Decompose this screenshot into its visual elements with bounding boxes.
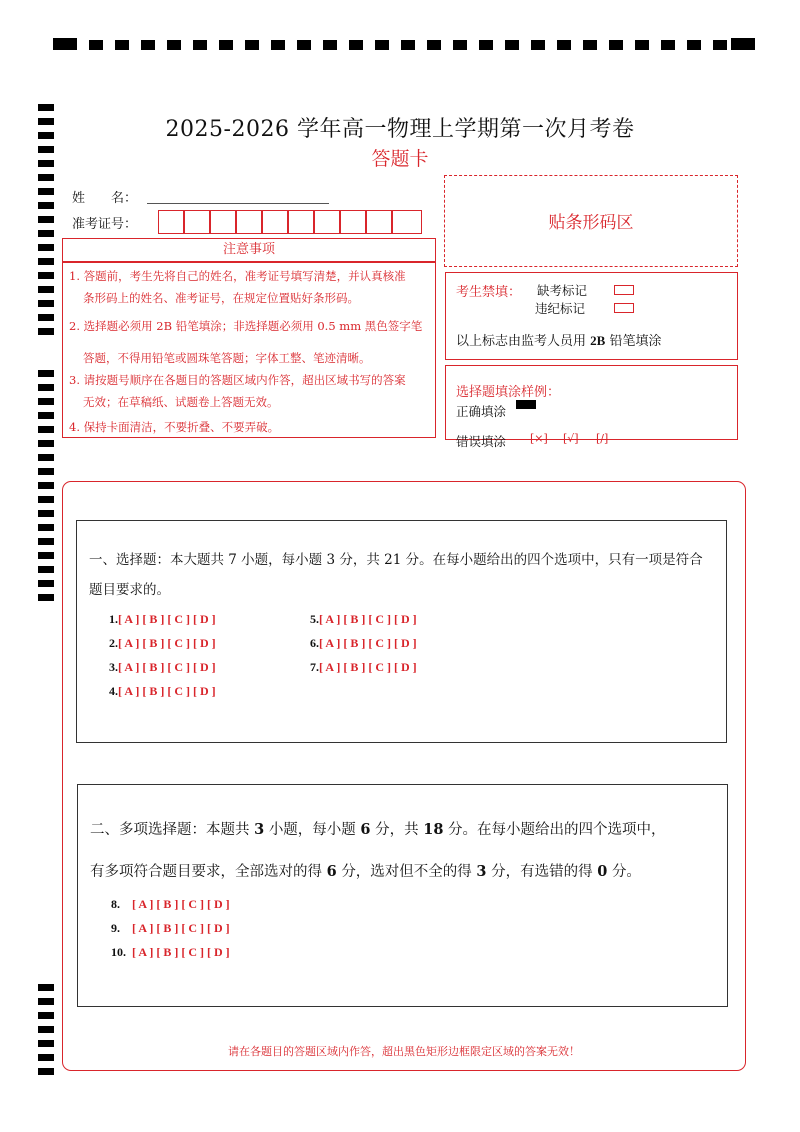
question-5 (310, 612, 417, 627)
question-number: 7. (310, 660, 319, 674)
page-subtitle: 答题卡 (371, 148, 429, 170)
answer-options[interactable]: [ A ] [ B ] [ C ] [ D ] (132, 897, 230, 911)
question-number: 5. (310, 612, 319, 626)
answer-options[interactable]: [ A ] [ B ] [ C ] [ D ] (118, 684, 216, 698)
question-8 (111, 897, 230, 912)
question-number: 4. (109, 684, 118, 698)
absent-label: 缺考标记 (537, 283, 588, 298)
answer-options[interactable]: [ A ] [ B ] [ C ] [ D ] (118, 660, 216, 674)
exam-id-digit-box[interactable] (314, 210, 340, 234)
question-9 (111, 921, 230, 936)
wrong-mark-slash: [/] (596, 432, 609, 445)
s2-text: 分，选对但不全的得 (341, 864, 472, 880)
page-title: 2025-2026 学年高一物理上学期第一次月考卷 (165, 117, 635, 142)
answer-options[interactable]: [ A ] [ B ] [ C ] [ D ] (118, 636, 216, 650)
exam-id-digit-box[interactable] (184, 210, 210, 234)
forbidden-note-suffix: 铅笔填涂 (609, 334, 662, 349)
exam-id-digit-box[interactable] (340, 210, 366, 234)
question-3 (109, 660, 216, 675)
question-number: 10. (111, 945, 126, 959)
violation-mark-box[interactable] (614, 303, 634, 313)
answer-options[interactable]: [ A ] [ B ] [ C ] [ D ] (319, 636, 417, 650)
question-number: 6. (310, 636, 319, 650)
question-number: 9. (111, 921, 120, 935)
s2-text: 小题，每小题 (268, 822, 356, 838)
barcode-area (444, 175, 738, 267)
forbidden-box (445, 272, 738, 360)
question-7 (310, 660, 417, 675)
question-number: 3. (109, 660, 118, 674)
note-line: 2. 选择题必须用 2B 铅笔填涂；非选择题必须用 0.5 mm 黑色签字笔 (69, 319, 423, 333)
s2-num: 6 (326, 863, 337, 880)
exam-id-label: 准考证号： (72, 217, 138, 232)
s2-text: 分。 (611, 864, 641, 880)
exam-id-digit-box[interactable] (236, 210, 262, 234)
notes-heading-box (62, 238, 436, 262)
sample-box (445, 365, 738, 449)
forbidden-label: 考生禁填： (456, 285, 522, 300)
section-2-instruction (90, 809, 666, 851)
s2-num: 0 (597, 863, 608, 880)
answer-options[interactable]: [ A ] [ B ] [ C ] [ D ] (319, 660, 417, 674)
name-field[interactable] (147, 202, 329, 204)
note-line: 1. 答题前，考生先将自己的姓名，准考证号填写清楚，并认真核准 (69, 269, 406, 283)
s2-text: 分，共 (375, 822, 419, 838)
forbidden-note-prefix: 以上标志由监考人员用 (456, 334, 587, 349)
forbidden-note-bold: 2B (590, 333, 606, 348)
question-number: 8. (111, 897, 120, 911)
question-4 (109, 684, 216, 699)
answer-options[interactable]: [ A ] [ B ] [ C ] [ D ] (132, 945, 230, 959)
section-1-instruction-cont: 题目要求的。 (89, 582, 170, 598)
name-label: 姓 名： (72, 191, 138, 206)
answer-options[interactable]: [ A ] [ B ] [ C ] [ D ] (132, 921, 230, 935)
s2-num: 6 (360, 821, 371, 838)
answer-options[interactable]: [ A ] [ B ] [ C ] [ D ] (118, 612, 216, 626)
s2-num: 3 (476, 863, 487, 880)
note-line: 无效；在草稿纸、试题卷上答题无效。 (83, 395, 279, 409)
correct-fill-sample (516, 400, 536, 409)
exam-id-digit-box[interactable] (392, 210, 422, 234)
forbidden-note (456, 330, 661, 349)
s2-text: 二、多项选择题：本题共 (90, 822, 250, 838)
section-1-box (76, 520, 727, 743)
exam-id-digit-box[interactable] (366, 210, 392, 234)
section-2-box (77, 784, 728, 1007)
question-1 (109, 612, 216, 627)
note-line: 答题，不得用铅笔或圆珠笔答题；字体工整、笔迹清晰。 (83, 351, 371, 365)
question-2 (109, 636, 216, 651)
exam-id-digit-box[interactable] (158, 210, 184, 234)
note-line: 条形码上的姓名、准考证号，在规定位置贴好条形码。 (83, 291, 359, 305)
section-2-instruction-cont (90, 851, 641, 893)
s2-num: 3 (254, 821, 265, 838)
barcode-label: 贴条形码区 (548, 213, 634, 233)
answer-options[interactable]: [ A ] [ B ] [ C ] [ D ] (319, 612, 417, 626)
wrong-mark-x: [×] (530, 432, 548, 445)
absent-mark-box[interactable] (614, 285, 634, 295)
note-line: 3. 请按题号顺序在各题目的答题区域内作答，超出区域书写的答案 (69, 373, 406, 387)
correct-fill-label: 正确填涂 (456, 404, 507, 419)
question-number: 2. (109, 636, 118, 650)
notes-heading: 注意事项 (222, 242, 275, 257)
exam-id-digit-box[interactable] (210, 210, 236, 234)
exam-id-digit-box[interactable] (288, 210, 314, 234)
s2-num: 18 (423, 821, 444, 838)
wrong-mark-check: [√] (563, 432, 579, 445)
exam-id-digit-box[interactable] (262, 210, 288, 234)
wrong-fill-label: 错误填涂 (456, 434, 507, 449)
question-10 (111, 945, 230, 960)
notes-box (62, 262, 436, 438)
note-line: 4. 保持卡面清洁，不要折叠、不要弄破。 (69, 420, 280, 434)
s2-text: 分。在每小题给出的四个选项中， (448, 822, 666, 838)
footer-warning: 请在各题目的答题区域内作答，超出黑色矩形边框限定区域的答案无效！ (228, 1045, 580, 1058)
s2-text: 有多项符合题目要求，全部选对的得 (90, 864, 322, 880)
violation-label: 违纪标记 (535, 301, 586, 316)
section-1-instruction: 一、选择题：本大题共 7 小题，每小题 3 分，共 21 分。在每小题给出的四个选项中，只有一项是符合 (89, 552, 703, 568)
s2-text: 分，有选错的得 (491, 864, 593, 880)
sample-heading: 选择题填涂样例： (456, 385, 561, 400)
question-number: 1. (109, 612, 118, 626)
question-6 (310, 636, 417, 651)
